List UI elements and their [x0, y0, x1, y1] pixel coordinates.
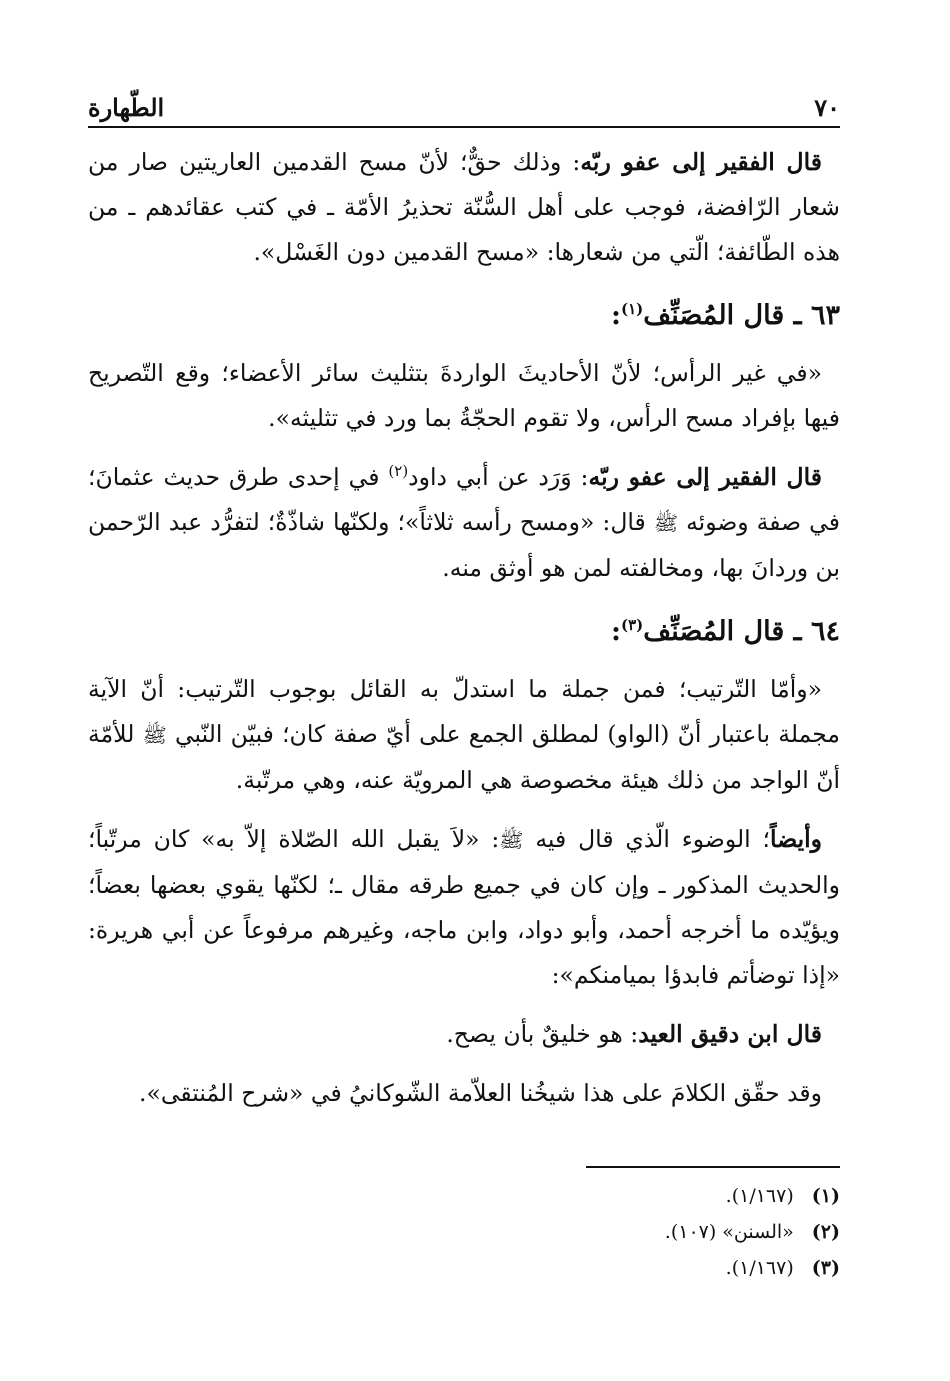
paragraph-body: : «لاَ يقبل الله الصّلاة إلاّ به» كان مرتّباً؛ والحديث المذكور ـ وإن كان في جميع طرقه مقال ـ؛ لكنّها يقوي بعضها بعضاً؛ ويؤيّده ما أخرجه أحمد، وأبو دواد، وابن ماجه، وغيرهم مرفوعاً عن أبي هريرة: «إذا توضأتم فابدؤا بميامنكم»:: [88, 825, 840, 989]
heading-text: ٦٣ ـ قال المُصَنِّف: [643, 300, 840, 331]
heading-colon: :: [611, 616, 621, 647]
paragraph-lead: قال ابن دقيق العيد: [638, 1020, 822, 1048]
paragraph-lead: وأيضاً: [770, 825, 822, 853]
paragraph-ibn-daqiq: [88, 1012, 840, 1057]
footnote-text: «السنن» (١٠٧).: [664, 1221, 794, 1243]
paragraph-body: : وَرَد عن أبي داود: [408, 463, 589, 491]
paragraph-body: «وأمّا التّرتيب؛ فمن جملة ما استدلّ به القائل بوجوب التّرتيب: أنّ الآية مجملة باعتبار أنّ (الواو) لمطلق الجمع على أيّ صفة كان؛ فبيّن النّبي: [88, 675, 840, 748]
footnotes: [88, 1178, 840, 1286]
paragraph-body: : وذلك حقٌّ؛ لأنّ مسح القدمين العاريتين صار من شعار الرّافضة، فوجب على أهل السُّنّة تحذيرُ الأمّة ـ في كتب عقائدهم ـ من هذه الطّائفة؛ الّتي من شعارها: «مسح القدمين دون الغَسْل».: [88, 148, 840, 266]
page-number: ٧٠: [814, 93, 840, 122]
footnote-number: (٢): [811, 1221, 840, 1243]
footnote-number: (٣): [811, 1257, 840, 1279]
footnote-ref-2[interactable]: (٢): [388, 462, 409, 481]
chapter-title: الطّهارة: [88, 93, 165, 122]
paragraph-body: للأمّة أنّ الواجد من ذلك هيئة مخصوصة هي المرويّة عنه، وهي مرتّبة.: [88, 720, 840, 794]
footnote-number: (١): [811, 1185, 840, 1207]
salutation-symbol: ﷺ: [653, 511, 679, 535]
paragraph-body: في إحدى طرق حديث عثمانَ؛ في صفة وضوئه: [88, 463, 840, 536]
paragraph-body: وقد حقّق الكلامَ على هذا شيخُنا العلاّمة الشّوكانيُ في «شرح المُنتقى».: [138, 1079, 822, 1107]
paragraph-shawkani: [88, 1071, 840, 1116]
paragraph-lead: قال الفقير إلى عفو ربّه: [580, 148, 822, 176]
footnote-item: [88, 1214, 840, 1250]
running-header: [88, 82, 840, 122]
main-text: [88, 140, 840, 1130]
salutation-symbol: ﷺ: [142, 723, 167, 747]
section-heading-64: [88, 611, 840, 653]
paragraph-quote-64: [88, 667, 840, 803]
footnote-text: (١/١٦٧).: [725, 1185, 794, 1207]
footnote-text: (١/١٦٧).: [725, 1257, 794, 1279]
paragraph-body: ؛ الوضوء الّذي قال فيه: [535, 825, 771, 853]
paragraph-body: «في غير الرأس؛ لأنّ الأحاديثَ الواردةَ بتثليث سائر الأعضاء؛ وقع التّصريح فيها بإفراد مسح الرأس، ولا تقوم الحجّةُ بما ورد في تثليثه».: [88, 359, 840, 432]
paragraph-body: قال: «ومسح رأسه ثلاثاً»؛ ولكنّها شاذّةٌ؛ لتفرُّد عبد الرّحمن بن وردانَ بها، ومخالفته لمن هو أوثق منه.: [88, 508, 840, 582]
paragraph-commentary-2: [88, 455, 840, 591]
paragraph-quote-63: [88, 351, 840, 441]
salutation-symbol: ﷺ: [499, 828, 524, 852]
header-divider: [88, 126, 840, 128]
paragraph-body: : هو خليقٌ بأن يصح.: [446, 1020, 639, 1048]
heading-text: ٦٤ ـ قال المُصَنِّف: [643, 616, 840, 647]
book-page: [88, 0, 840, 1381]
footnote-item: [88, 1250, 840, 1286]
heading-colon: :: [611, 300, 621, 331]
footnote-ref-3[interactable]: (٣): [620, 616, 644, 634]
paragraph-commentary-1: [88, 140, 840, 275]
footnote-divider: [586, 1166, 840, 1168]
paragraph-commentary-3: [88, 817, 840, 998]
section-heading-63: [88, 295, 840, 337]
footnote-ref-1[interactable]: (١): [620, 300, 644, 318]
footnote-item: [88, 1178, 840, 1214]
paragraph-lead: قال الفقير إلى عفو ربّه: [588, 463, 822, 491]
